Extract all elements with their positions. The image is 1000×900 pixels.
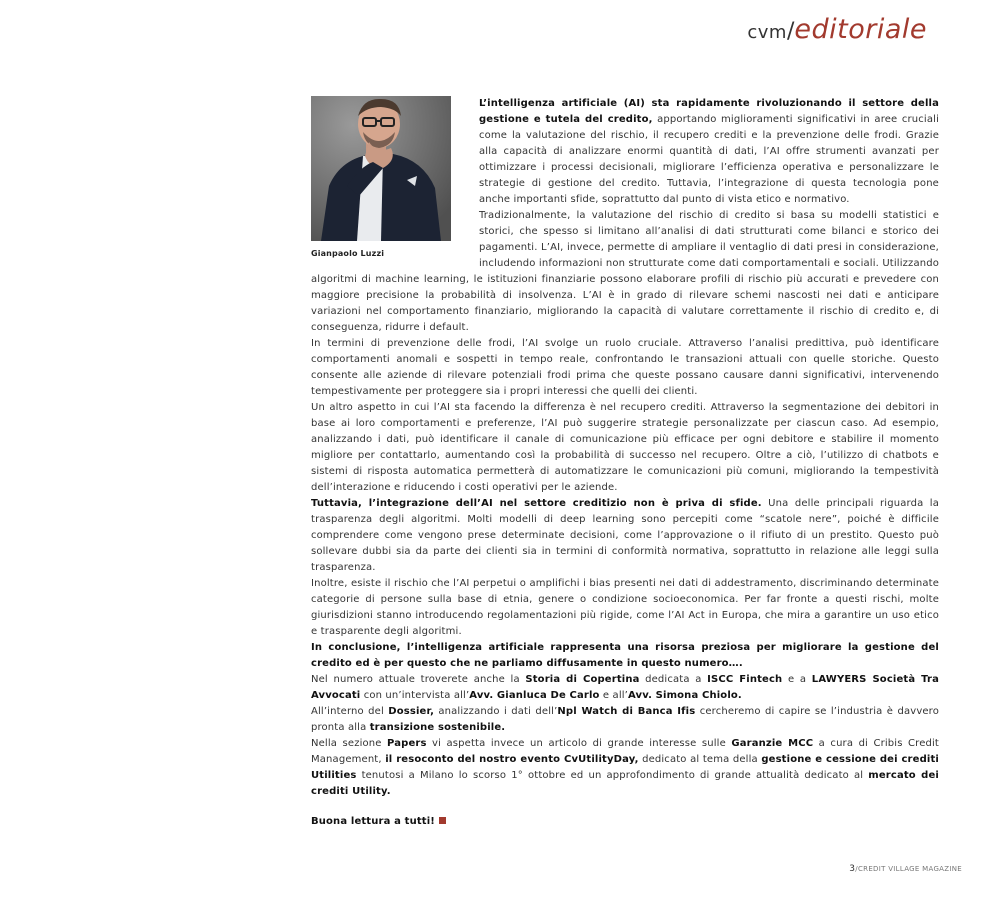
bold-run: Storia di Copertina — [525, 674, 640, 685]
paragraph-conclusion — [311, 640, 939, 672]
intro-bold-lead: L’intelligenza artificiale (AI) sta rapidamente rivoluzionando il settore della gestione e tutela del credito, — [479, 98, 939, 125]
signoff-text: Buona lettura a tutti! — [311, 816, 435, 827]
text-run: con un’intervista all’ — [360, 690, 470, 701]
editorial-article — [311, 96, 939, 830]
bold-run: Dossier, — [388, 706, 435, 717]
brand-logo: cvm — [747, 22, 787, 43]
text-run: All’interno del — [311, 706, 389, 717]
conclusion-bold: In conclusione, l’intelligenza artificiale rappresenta una risorsa preziosa per migliorare la gestione del credito ed è per questo che ne parliamo diffusamente in questo numero…. — [311, 642, 939, 669]
author-caption: Gianpaolo Luzzi — [311, 249, 385, 258]
text-run: Nella sezione — [311, 738, 388, 749]
footer-slash: / — [855, 865, 858, 873]
magazine-name: CREDIT VILLAGE MAGAZINE — [857, 865, 962, 873]
text-run: tenutosi a Milano lo scorso 1° ottobre ed un approfondimento di grande attualità dedicato al — [356, 770, 869, 781]
text-run: a cura di Cribis Credit Management, — [311, 738, 939, 765]
bold-run: ISCC Fintech — [707, 674, 783, 685]
paragraph-debt-recovery: Un altro aspetto in cui l’AI sta facendo la differenza è nel recupero crediti. Attraverso la segmentazione dei debitori in base ai loro comportamenti e preferenze, l’AI può suggerire strategie personalizzate per ciascun caso. Ad esempio, analizzando i dati, può identificare il canale di comunicazione più efficace per ogni debitore e stabilire il momento migliore per contattarlo, aumentando così la probabilità di successo nel recupero. Oltre a ciò, l’utilizzo di chatbots e sistemi di risposta automatica permetterà di automatizzare le comunicazioni più comuni, migliorando la tempestività dell’interazione e riducendo i costi operativi per le aziende. — [311, 402, 939, 493]
challenges-bold-lead: Tuttavia, l’integrazione dell’AI nel settore creditizio non è priva di sfide. — [311, 498, 762, 509]
text-run: cercheremo di capire se l’industria è davvero pronta alla — [311, 706, 939, 733]
challenges-text: Una delle principali riguarda la trasparenza degli algoritmi. Molti modelli di deep learning sono percepiti come “scatole nere”, poiché è difficile comprendere come vengono prese determinate decisioni, come l’approvazione o il rifiuto di un prestito. Questo può sollevare dubbi sia da parte dei clienti sia in termini di conformità normativa, soprattutto in relazione alle leggi sulla trasparenza. — [311, 498, 939, 573]
bold-run: LAWYERS Società Tra Avvocati — [311, 674, 940, 701]
section-title: editoriale — [794, 14, 927, 45]
text-run: dedicata a — [639, 674, 708, 685]
page-number: 3 — [849, 864, 856, 874]
text-run: Nel numero attuale troverete anche la — [311, 674, 526, 685]
text-run: e all’ — [599, 690, 629, 701]
end-mark-icon — [439, 817, 446, 824]
paragraph-dossier — [311, 704, 939, 736]
paragraph-cover-story — [311, 672, 939, 704]
bold-run: Avv. Simona Chiolo. — [628, 690, 742, 701]
author-portrait-image — [311, 96, 451, 241]
bold-run: Garanzie MCC — [731, 738, 814, 749]
signoff — [311, 814, 939, 830]
text-run: e a — [782, 674, 812, 685]
author-photo-block — [311, 96, 479, 270]
masthead-slash: / — [786, 19, 795, 44]
bold-run: gestione e cessione dei crediti Utilities — [311, 754, 939, 781]
text-run: dedicato al tema della — [638, 754, 762, 765]
paragraph-risk-assessment: Tradizionalmente, la valutazione del rischio di credito si basa su modelli statistici e storici, che spesso si limitano all’analisi di dati strutturati come bilanci e storico dei pagamenti. L’AI, invece, permette di ampliare il ventaglio di dati presi in considerazione, includendo informazioni non strutturate come dati comportamentali e sociali. Utilizzando algoritmi di machine learning, le istituzioni finanziarie possono elaborare profili di rischio più accurati e prevedere con maggiore precisione la probabilità di insolvenza. L’AI è in grado di rilevare schemi nascosti nei dati e anticipare variazioni nel comportamento finanziario, migliorando la capacità di valutare correttamente il rischio di credito e, di conseguenza, ridurre i default. — [311, 210, 939, 333]
page-footer — [849, 864, 962, 874]
paragraph-challenges — [311, 496, 939, 576]
bold-run: mercato dei crediti Utility. — [311, 770, 939, 797]
intro-text: apportando miglioramenti significativi in aree cruciali come la valutazione del rischio, il recupero crediti e la prevenzione delle frodi. Grazie alla capacità di analizzare enormi quantità di dati, l’AI offre strumenti avanzati per ottimizzare i processi decisionali, migliorare l’efficienza operativa e personalizzare le strategie di gestione del credito. Tuttavia, l’integrazione di questa tecnologia pone anche importanti sfide, soprattutto dal punto di vista etico e normativo. — [479, 114, 939, 205]
masthead — [747, 14, 927, 45]
paragraph-papers — [311, 736, 939, 800]
bold-run: Papers — [387, 738, 427, 749]
paragraph-bias: Inoltre, esiste il rischio che l’AI perpetui o amplifichi i bias presenti nei dati di addestramento, discriminando determinate categorie di persone sulla base di etnia, genere o condizione socioeconomica. Per far fronte a questi rischi, molte giurisdizioni stanno introducendo regolamentazioni più rigide, come l’AI Act in Europa, che mira a garantire un uso etico e trasparente degli algoritmi. — [311, 578, 939, 637]
text-run: vi aspetta invece un articolo di grande interesse sulle — [426, 738, 732, 749]
bold-run: il resoconto del nostro evento CvUtilityDay, — [385, 754, 639, 765]
text-run: analizzando i dati dell’ — [434, 706, 558, 717]
bold-run: transizione sostenibile. — [369, 722, 506, 733]
bold-run: Npl Watch di Banca Ifis — [557, 706, 696, 717]
author-photo — [311, 96, 451, 241]
bold-run: Avv. Gianluca De Carlo — [469, 690, 600, 701]
paragraph-fraud-prevention: In termini di prevenzione delle frodi, l’AI svolge un ruolo cruciale. Attraverso l’analisi predittiva, può identificare comportamenti anomali e sospetti in tempo reale, confrontando le transazioni attuali con quelle storiche. Questo consente alle aziende di rilevare potenziali frodi prima che queste possano causare danni significativi, intervenendo tempestivamente per proteggere sia i propri interessi che quelli dei clienti. — [311, 338, 939, 397]
